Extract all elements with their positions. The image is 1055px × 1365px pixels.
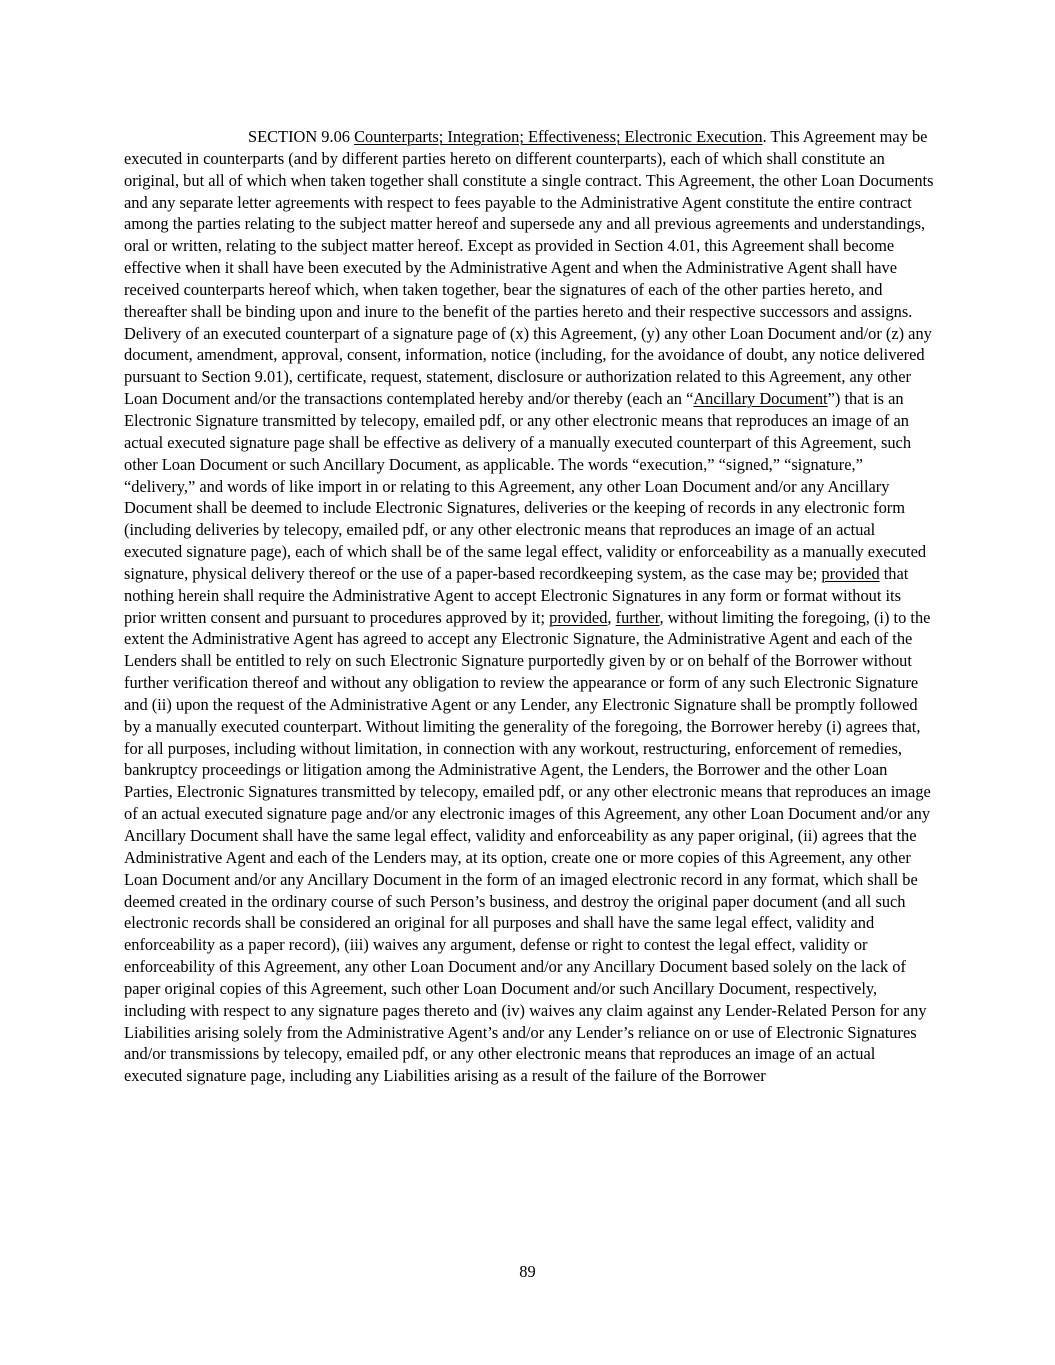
section-number: SECTION 9.06 bbox=[248, 127, 350, 146]
defined-term-ancillary-document: Ancillary Document bbox=[693, 389, 828, 409]
proviso-provided: provided bbox=[821, 563, 880, 583]
page-number: 89 bbox=[519, 1262, 536, 1281]
section-text-part-2: ”) that is an Electronic Signature transmitted by telecopy, emailed pdf, or any other electronic means that reproduces an image of an actual executed signature page shall be effective as delivery of a manually executed counterpart of this Agreement, such other Loan Document or such Ancillary Document, as applicable. The words “execution,” “signed,” “signature,” “delivery,” and words of like import in or relating to this Agreement, any other Loan Document and/or any Ancillary Document shall be deemed to include Electronic Signatures, deliveries or the keeping of records in any electronic form (including deliveries by telecopy, emailed pdf, or any other electronic means that reproduces an image of an actual executed signature page), each of which shall be of the same legal effect, validity or enforceability as a manually executed signature, physical delivery thereof or the use of a paper-based recordkeeping system, as the case may be; bbox=[124, 389, 927, 583]
proviso-provided-2: provided bbox=[549, 607, 608, 627]
section-heading: Counterparts; Integration; Effectiveness; Electronic Execution bbox=[354, 127, 763, 146]
section-text-part-4: , without limiting the foregoing, (i) to the extent the Administrative Agent has agreed to accept any Electronic Signature, the Administrative Agent and each of the Lenders shall be entitled to rely on such Electronic Signature purportedly given by or on behalf of the Borrower without further verification thereof and without any obligation to review the appearance or form of any such Electronic Signature and (ii) upon the request of the Administrative Agent or any Lender, any Electronic Signature shall be promptly followed by a manually executed counterpart. Without limiting the generality of the foregoing, the Borrower hereby (i) agrees that, for all purposes, including without limitation, in connection with any workout, restructuring, enforcement of remedies, bankruptcy proceedings or litigation among the Administrative Agent, the Lenders, the Borrower and the other Loan Parties, Electronic Signatures transmitted by telecopy, emailed pdf, or any other electronic means that reproduces an image of an actual executed signature page and/or any electronic images of this Agreement, any other Loan Document and/or any Ancillary Document shall have the same legal effect, validity and enforceability as any paper original, (ii) agrees that the Administrative Agent and each of the Lenders may, at its option, create one or more copies of this Agreement, any other Loan Document and/or any Ancillary Document in the form of an imaged electronic record in any format, which shall be deemed created in the ordinary course of such Person’s business, and destroy the original paper document (and all such electronic records shall be considered an original for all purposes and shall have the same legal effect, validity and enforceability as a paper record), (iii) waives any argument, defense or right to contest the legal effect, validity or enforceability of this Agreement, any other Loan Document and/or any Ancillary Document based solely on the lack of paper original copies of this Agreement, such other Loan Document and/or such Ancillary Document, respectively, including with respect to any signature pages thereto and (iv) waives any claim against any Lender-Related Person for any Liabilities arising solely from the Administrative Agent’s and/or any Lender’s reliance on or use of Electronic Signatures and/or transmissions by telecopy, emailed pdf, or any other electronic means that reproduces an image of an actual executed signature page, including any Liabilities arising as a result of the failure of the Borrower bbox=[124, 607, 931, 1086]
section-text-part-3: that nothing herein shall require the Administrative Agent to accept Electronic Signatures in any form or format without its prior written consent and pursuant to procedures approved by it; bbox=[124, 563, 909, 627]
proviso-further: further bbox=[615, 607, 660, 627]
section-paragraph bbox=[124, 126, 934, 1087]
proviso-comma: , bbox=[607, 607, 616, 627]
section-text-part-1: . This Agreement may be executed in counterparts (and by different parties hereto on different counterparts), each of which shall constitute an original, but all of which when taken together shall constitute a single contract. This Agreement, the other Loan Documents and any separate letter agreements with respect to fees payable to the Administrative Agent constitute the entire contract among the parties relating to the subject matter hereof and supersede any and all previous agreements and understandings, oral or written, relating to the subject matter hereof. Except as provided in Section 4.01, this Agreement shall become effective when it shall have been executed by the Administrative Agent and when the Administrative Agent shall have received counterparts hereof which, when taken together, bear the signatures of each of the other parties hereto, and thereafter shall be binding upon and inure to the benefit of the parties hereto and their respective successors and assigns. Delivery of an executed counterpart of a signature page of (x) this Agreement, (y) any other Loan Document and/or (z) any document, amendment, approval, consent, information, notice (including, for the avoidance of doubt, any notice delivered pursuant to Section 9.01), certificate, request, statement, disclosure or authorization related to this Agreement, any other Loan Document and/or the transactions contemplated hereby and/or thereby (each an “ bbox=[124, 127, 934, 409]
